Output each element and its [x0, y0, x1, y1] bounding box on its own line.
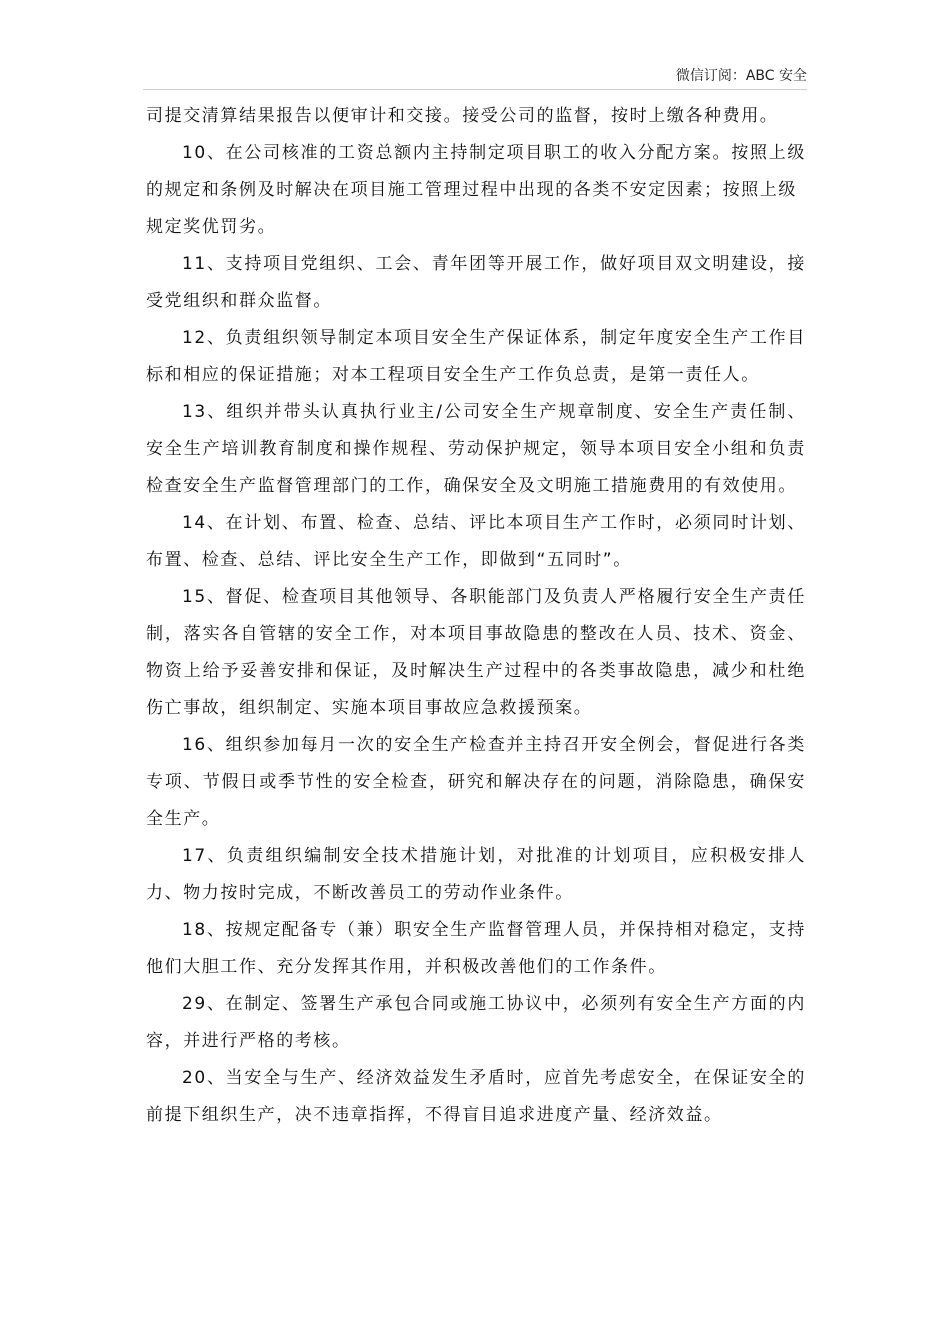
paragraph-item-18: 18、按规定配备专（兼）职安全生产监督管理人员，并保持相对稳定，支持他们大胆工作、充分发挥其作用，并积极改善他们的工作条件。 [146, 920, 806, 977]
paragraph-item-10-continuation: 规定奖优罚劣。 [146, 217, 277, 237]
paragraph-item-15: 15、督促、检查项目其他领导、各职能部门及负责人严格履行安全生产责任制，落实各自管辖的安全工作，对本项目事故隐患的整改在人员、技术、资金、物资上给予妥善安排和保证，及时解决生产过程中的各类事故隐患，减少和杜绝伤亡事故，组织制定、实施本项目事故应急救援预案。 [146, 587, 806, 718]
paragraph-continuation: 司提交清算结果报告以便审计和交接。接受公司的监督，按时上缴各种费用。 [146, 106, 779, 126]
paragraph-item-12: 12、负责组织领导制定本项目安全生产保证体系，制定年度安全生产工作目标和相应的保证措施；对本工程项目安全生产工作负总责，是第一责任人。 [146, 328, 806, 385]
paragraph-item-20: 20、当安全与生产、经济效益发生矛盾时，应首先考虑安全，在保证安全的前提下组织生产，决不违章指挥，不得盲目追求进度产量、经济效益。 [146, 1068, 806, 1125]
paragraph-item-16: 16、组织参加每月一次的安全生产检查并主持召开安全例会，督促进行各类专项、节假日或季节性的安全检查，研究和解决存在的问题，消除隐患，确保安全生产。 [146, 735, 806, 829]
paragraph-item-17: 17、负责组织编制安全技术措施计划，对批准的计划项目，应积极安排人力、物力按时完成，不断改善员工的劳动作业条件。 [146, 846, 806, 903]
paragraph-item-29: 29、在制定、签署生产承包合同或施工协议中，必须列有安全生产方面的内容，并进行严格的考核。 [146, 994, 806, 1051]
header-subscription-text: 微信订阅：ABC 安全 [675, 68, 807, 84]
paragraph-item-13: 13、组织并带头认真执行业主/公司安全生产规章制度、安全生产责任制、安全生产培训教育制度和操作规程、劳动保护规定，领导本项目安全小组和负责检查安全生产监督管理部门的工作，确保安全及文明施工措施费用的有效使用。 [146, 402, 806, 496]
document-body [146, 98, 806, 1134]
paragraph-item-14: 14、在计划、布置、检查、总结、评比本项目生产工作时，必须同时计划、布置、检查、总结、评比安全生产工作，即做到“五同时”。 [146, 513, 806, 570]
paragraph-item-10: 10、在公司核准的工资总额内主持制定项目职工的收入分配方案。按照上级的规定和条例及时解决在项目施工管理过程中出现的各类不安定因素；按照上级 [146, 143, 806, 200]
header-divider [143, 89, 807, 90]
paragraph-item-11: 11、支持项目党组织、工会、青年团等开展工作，做好项目双文明建设，接受党组织和群众监督。 [146, 254, 806, 311]
